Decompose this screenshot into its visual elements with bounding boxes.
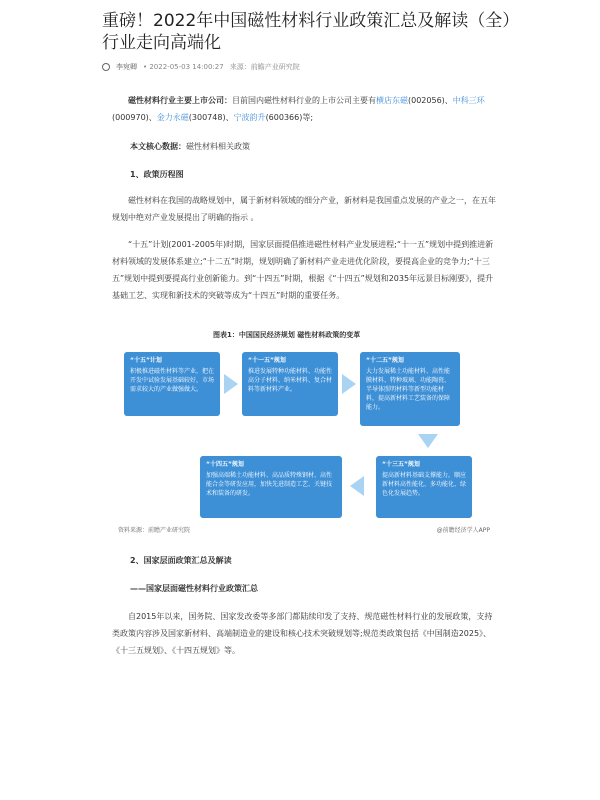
box-title: “十二五”规划	[366, 357, 404, 364]
box-title: “十一五”规划	[248, 357, 286, 364]
companies-intro: 目前国内磁性材料行业的上市公司主要有	[232, 96, 376, 105]
figure-title: 图表1：中国国民经济规划 磁性材料政策的变革	[213, 331, 361, 339]
article-title: 重磅！2022年中国磁性材料行业政策汇总及解读（全）行业走向高端化	[102, 11, 520, 53]
companies-label: 磁性材料行业主要上市公司：	[128, 96, 232, 105]
box-title: “十四五”规划	[206, 461, 244, 468]
timeline-box-11th-plan	[242, 352, 338, 416]
company-link-1[interactable]: 横店东磁	[376, 96, 408, 105]
box-text: 积极推进磁性材料等产业，把在开发中试验发展基础较好，市场需求较大的产业做强做大。	[130, 368, 215, 393]
box-text: 推进发展特种功能材料、功能性高分子材料、纳米材料、复合材料等新材料产业。	[248, 368, 333, 393]
box-title: “十三五”规划	[382, 461, 420, 468]
section-heading-2: 2、国家层面政策汇总及解读	[130, 556, 232, 565]
timeline-box-12th-plan	[360, 352, 460, 426]
company-link-3[interactable]: 金力永磁	[156, 113, 189, 122]
arrow-right-icon	[342, 374, 356, 394]
box-title: “十五”计划	[130, 357, 162, 364]
section2-paragraph-1: 自2015年以来，国务院、国家发改委等多部门都陆续印发了支持、规范磁性材料行业的发展政策，支持类政策内容涉及国家新材料、高端制造业的建设和核心技术突破规划等;规范类政策包括《中国制造2025》、《十三五规划》、《十四五规划》等。	[112, 612, 493, 655]
publish-datetime: • 2022-05-03 14:00:27	[143, 63, 224, 71]
arrow-down-icon	[418, 434, 438, 448]
section-heading-1: 1、政策历程图	[130, 170, 184, 179]
timeline-box-13th-plan	[376, 456, 472, 518]
policy-timeline-figure	[118, 330, 490, 535]
timeline-box-10th-plan	[124, 352, 220, 416]
core-data-value: 磁性材料相关政策	[186, 142, 250, 151]
arrow-left-icon	[350, 476, 364, 496]
core-data-line	[130, 138, 515, 155]
section1-paragraph-2: “十五”计划(2001-2005年)时期，国家层面提倡推进磁性材料产业发展进程;“十一五”规划中提到推进新材料领域的发展体系建立;“十二五”时期，规划明确了新材料产业走进优化阶段，要提高企业的竞争力;“十三五”规划中提到要提高行业创新能力。到“十四五”时期，根据《“十四五”规划和2035年远景目标刚要》，提升基础工艺、实现和新技术的突破等成为“十四五”时期的重要任务。	[112, 240, 494, 300]
timeline-box-14th-plan	[200, 456, 342, 518]
article-source: 来源：前瞻产业研究院	[229, 63, 300, 71]
section1-paragraph-1: 磁性材料在我国的战略规划中，属于新材料领域的细分产业，新材料是我国重点发展的产业之一，在五年规划中绝对产业发展提出了明确的指示 。	[112, 196, 496, 222]
box-text: 加强高端稀土功能材料、高品质特殊钢材、高性能合金等研发应用，加快先进制造工艺、关键技术和装备的研发。	[206, 472, 333, 497]
company-code-3: (300748)、	[188, 113, 234, 122]
core-data-label: 本文核心数据：	[130, 142, 186, 151]
box-text: 提高新材料基础支撑能力，顺应新材料高性能化、多功能化、绿色化发展趋势。	[382, 472, 467, 497]
box-text: 大力发展稀土功能材料、高性能膜材料、特种玻璃、功能陶瓷、半导体照明材料等新型功能材料，提高新材料工艺装备的保障能力。	[366, 368, 451, 411]
figure-watermark-logo: @前瞻经济学人APP	[436, 527, 490, 534]
article-meta	[102, 62, 300, 72]
company-code-4: (600366)等;	[265, 113, 314, 122]
figure-source: 资料来源：前瞻产业研究院	[118, 527, 191, 534]
author-icon	[102, 63, 110, 71]
company-code-1: (002056)、	[408, 96, 453, 105]
author-name[interactable]: 李宛卿	[116, 63, 137, 71]
company-link-4[interactable]: 宁波韵升	[233, 113, 266, 122]
section2-subheading: ——国家层面磁性材料行业政策汇总	[130, 584, 258, 593]
companies-paragraph	[112, 92, 497, 126]
company-link-2[interactable]: 中科三环	[452, 96, 485, 105]
arrow-right-icon	[224, 374, 238, 394]
company-code-2: (000970)、	[112, 113, 157, 122]
